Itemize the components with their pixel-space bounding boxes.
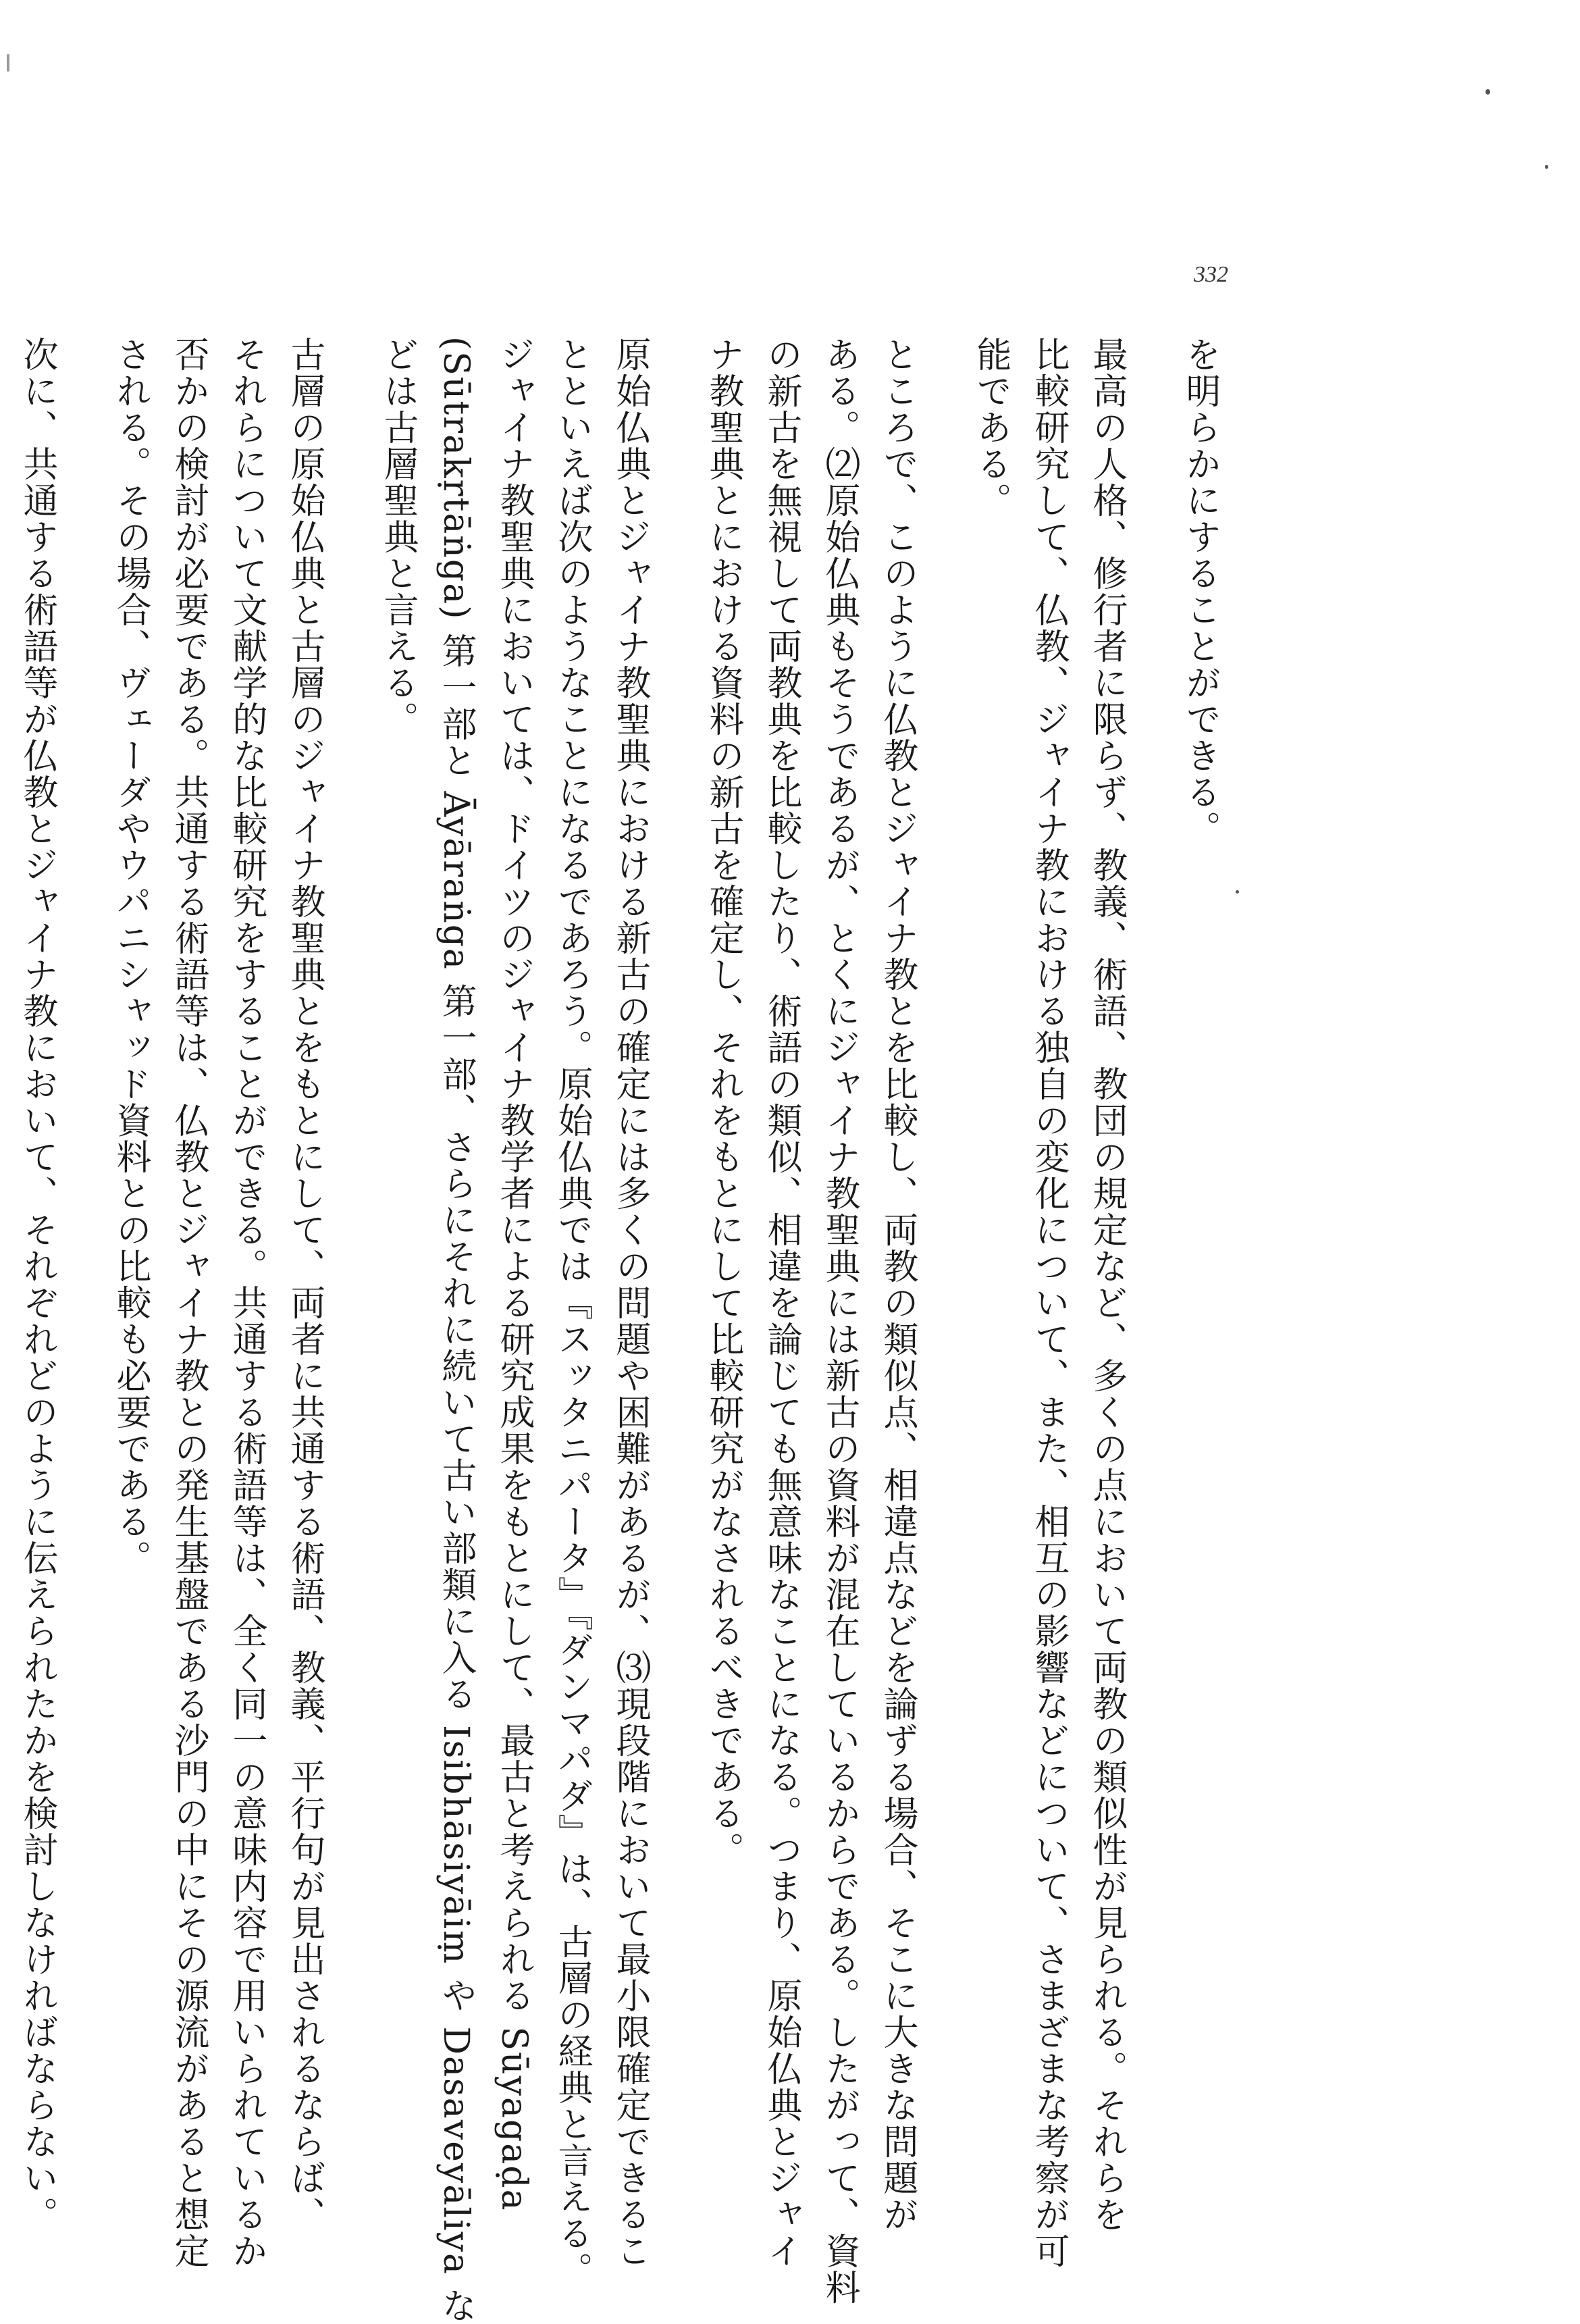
text-column: ところで、このように仏教とジャイナ教とを比較し、両教の類似点、相違点などを論ずる場合、そこに大きな問題が bbox=[877, 336, 918, 2233]
text-column: を明らかにすることができる。 bbox=[1180, 336, 1220, 847]
text-column: 次に、共通する術語等が仏教とジャイナ教において、それぞれどのように伝えられたかを検討しなければならない。 bbox=[17, 336, 57, 2233]
text-column: される。その場合、ヴェーダやウパニシャッド資料との比較も必要である。 bbox=[110, 336, 151, 1576]
text-column: (Sūtrakṛtāṅga) 第一部と Āyāraṅga 第一部、さらにそれに続いて古い部類に入る Isibhāsiyāiṃ や Dasaveyāliya な bbox=[436, 336, 476, 2324]
text-column: 能である。 bbox=[970, 336, 1011, 519]
scan-speck bbox=[1485, 89, 1490, 95]
text-column: 原始仏典とジャイナ教聖典における新古の確定には多くの問題や困難があるが、⑶現段階において最小限確定できるこ bbox=[610, 336, 650, 2269]
scan-speck bbox=[7, 54, 9, 72]
text-column: 古層の原始仏典と古層のジャイナ教聖典とをもとにして、両者に共通する術語、教義、平行句が見出されるならば、 bbox=[284, 336, 325, 2233]
text-column: それらについて文献学的な比較研究をすることができる。共通する術語等は、全く同一の意味内容で用いられているか bbox=[226, 336, 267, 2269]
text-column: ジャイナ教聖典においては、ドイツのジャイナ教学者による研究成果をもとにして、最古と考えられる Sūyagaḍa bbox=[494, 336, 534, 2212]
scan-speck bbox=[1236, 890, 1239, 894]
text-column: 最高の人格、修行者に限らず、教義、術語、教団の規定など、多くの点において両教の類似性が見られる。それらを bbox=[1086, 336, 1127, 2233]
text-column: とといえば次のようなことになるであろう。原始仏典では『スッタニパータ』『ダンマパダ』は、古層の経典と言える。 bbox=[552, 336, 592, 2288]
page-number: 332 bbox=[1194, 262, 1228, 287]
text-column: ナ教聖典とにおける資料の新古を確定し、それをもとにして比較研究がなされるべきである。 bbox=[703, 336, 743, 1868]
vertical-text-body bbox=[0, 336, 1229, 2324]
text-column bbox=[0, 336, 8, 2324]
text-column: 比較研究して、仏教、ジャイナ教における独自の変化について、また、相互の影響などについて、さまざまな考察が可 bbox=[1028, 336, 1069, 2269]
text-column: どは古層聖典と言える。 bbox=[377, 336, 418, 738]
scan-speck bbox=[1545, 165, 1548, 169]
text-column: 否かの検討が必要である。共通する術語等は、仏教とジャイナ教との発生基盤である沙門の中にその源流があると想定 bbox=[168, 336, 209, 2269]
text-column: ある。⑵原始仏典もそうであるが、とくにジャイナ教聖典には新古の資料が混在しているからである。したがって、資料 bbox=[819, 336, 860, 2306]
text-column: の新古を無視して両教典を比較したり、術語の類似、相違を論じても無意味なことになる。つまり、原始仏典とジャイ bbox=[761, 336, 801, 2269]
